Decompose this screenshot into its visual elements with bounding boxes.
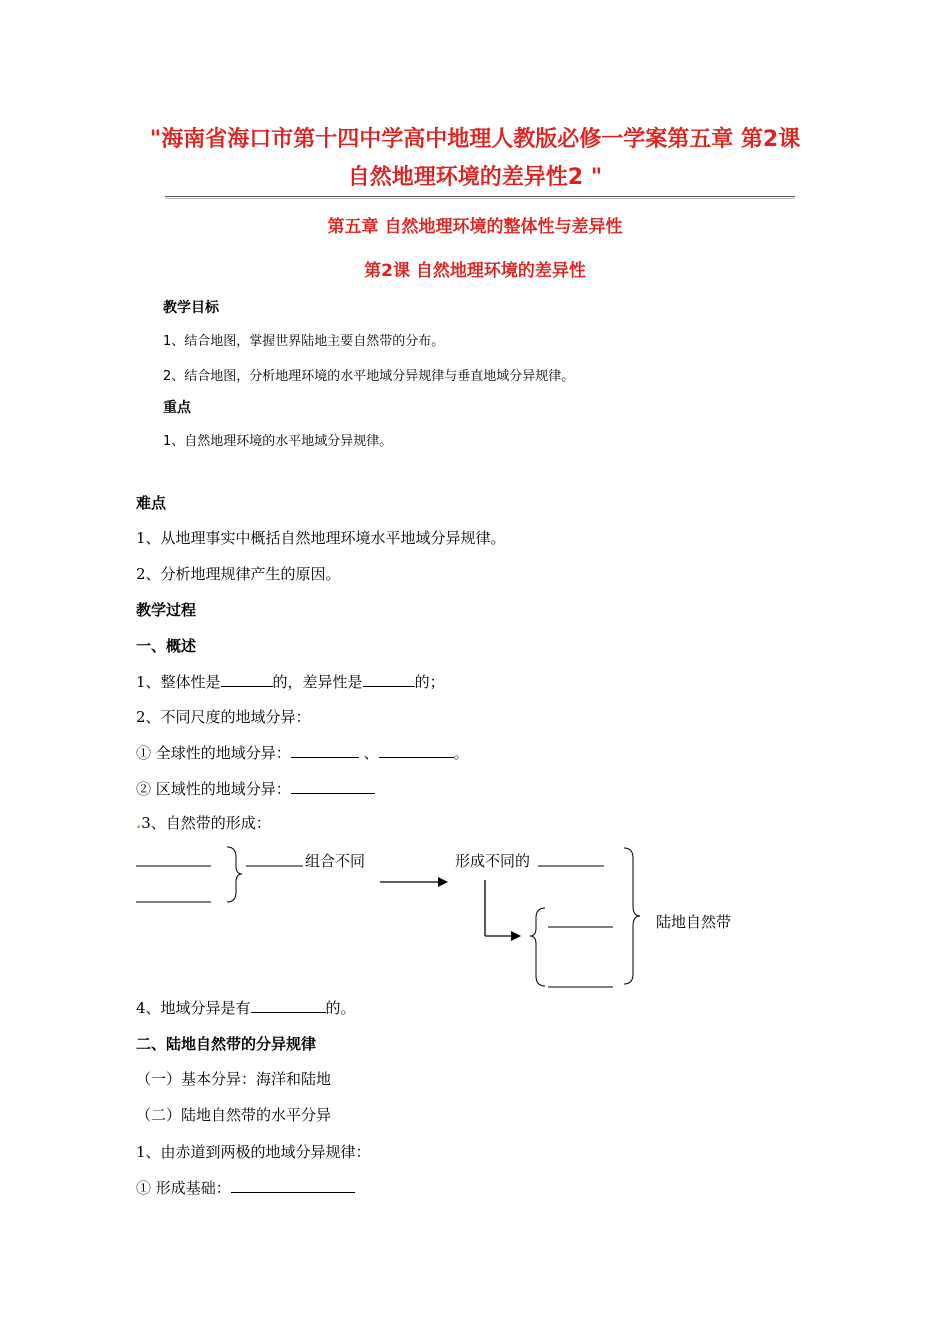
objectives-heading: 教学目标 (163, 300, 219, 316)
document-title-line1: "海南省海口市第十四中学高中地理人教版必修一学案第五章 第2课 (149, 127, 801, 152)
question-2-1: ① 全球性的地域分异： 、 。 (136, 744, 469, 762)
section1-heading: 一、概述 (136, 637, 197, 655)
objective-item: 1、结合地图，掌握世界陆地主要自然带的分布。 (163, 334, 445, 349)
key-points-heading: 重点 (163, 400, 191, 416)
subsection-2: （二）陆地自然带的水平分异 (136, 1106, 332, 1124)
curly-brace (227, 847, 242, 902)
difficulty-item: 1、从地理事实中概括自然地理环境水平地域分异规律。 (136, 529, 506, 547)
lesson-heading: 第2课 自然地理环境的差异性 (364, 261, 586, 281)
arrow-head (511, 931, 521, 941)
diagram-result-label: 陆地自然带 (656, 913, 732, 931)
section2-heading: 二、陆地自然带的分异规律 (136, 1035, 317, 1053)
subsection-1: （一）基本分异：海洋和陆地 (136, 1070, 332, 1088)
chapter-heading: 第五章 自然地理环境的整体性与差异性 (327, 217, 623, 237)
objective-item: 2、结合地图，分析地理环境的水平地域分异规律与垂直地域分异规律。 (163, 369, 575, 384)
marker-dot: . (136, 814, 142, 832)
difficulty-item: 2、分析地理规律产生的原因。 (136, 565, 341, 583)
diagram-form-label: 形成不同的 (455, 852, 531, 870)
question-5: 1、由赤道到两极的地域分异规律： (136, 1143, 371, 1161)
document-title-line2: 自然地理环境的差异性2 " (347, 165, 603, 190)
diagram-combine-label: 组合不同 (305, 852, 366, 870)
process-heading: 教学过程 (136, 601, 197, 619)
question-3: .3、自然带的形成： (136, 814, 271, 832)
arrow-head (438, 877, 448, 887)
curly-brace (624, 848, 640, 984)
question-2-2: ② 区域性的地域分异： (136, 778, 375, 799)
fill-blank[interactable] (251, 998, 326, 1013)
question-5-1: ① 形成基础： (136, 1177, 355, 1198)
curly-brace (530, 908, 545, 986)
question-1: 1、整体性是 的，差异性是 的； (136, 673, 445, 691)
key-point-item: 1、自然地理环境的水平地域分异规律。 (163, 434, 393, 449)
question-2: 2、不同尺度的地域分异： (136, 708, 311, 726)
fill-blank[interactable] (231, 1178, 355, 1193)
question-4: 4、地域分异是有 的。 (136, 999, 356, 1017)
difficulties-heading: 难点 (136, 494, 167, 512)
